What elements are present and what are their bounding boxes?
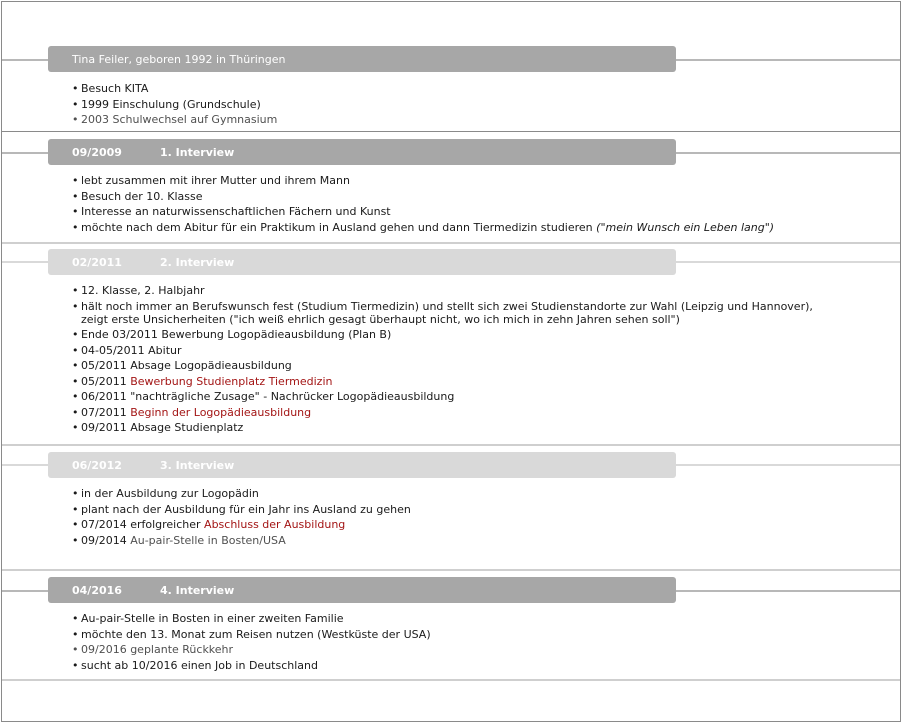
- section-divider: [2, 131, 900, 132]
- list-item: • Interesse an naturwissenschaftlichen Fächern und Kunst: [72, 205, 832, 218]
- list-item: • lebt zusammen mit ihrer Mutter und ihrem Mann: [72, 174, 832, 187]
- section-divider: [2, 679, 900, 681]
- interview3-header-bar: [48, 452, 676, 478]
- interview3-list: [72, 487, 832, 549]
- list-item-highlight: Beginn der Logopädieausbildung: [130, 405, 312, 419]
- timeline-line: [676, 261, 900, 263]
- list-item: • 05/2011 Absage Logopädieausbildung: [72, 359, 832, 372]
- intro-header-bar: [48, 46, 676, 72]
- list-item: • 12. Klasse, 2. Halbjahr: [72, 284, 832, 297]
- interview2-date: 02/2011: [72, 256, 122, 269]
- list-item: [72, 221, 832, 234]
- timeline-line: [676, 464, 900, 466]
- interview4-date: 04/2016: [72, 584, 122, 597]
- list-item-highlight: Bewerbung Studienplatz Tiermedizin: [130, 374, 333, 388]
- interview2-list: [72, 284, 832, 437]
- list-item-date: 07/2011: [81, 405, 127, 419]
- list-item-quote: ("mein Wunsch ein Leben lang"): [596, 220, 775, 234]
- list-item: [72, 534, 832, 547]
- interview1-date: 09/2009: [72, 146, 122, 159]
- list-item: • möchte den 13. Monat zum Reisen nutzen (Westküste der USA): [72, 628, 832, 641]
- list-item: • 09/2011 Absage Studienplatz: [72, 421, 832, 434]
- interview1-header-bar: [48, 139, 676, 165]
- timeline-line: [2, 590, 48, 592]
- interview4-header-bar: [48, 577, 676, 603]
- list-item-date: 09/2014: [81, 533, 127, 547]
- interview2-title: 2. Interview: [160, 256, 235, 269]
- list-item-date: 07/2014 erfolgreicher: [81, 518, 201, 531]
- interview4-title: 4. Interview: [160, 584, 235, 597]
- list-item: • hält noch immer an Berufswunsch fest (Studium Tiermedizin) und stellt sich zwei Studienstandorte zur Wahl (Leipzig und Hannover), zeigt erste Unsicherheiten ("ich weiß ehrlich gesagt überhaupt nicht, wo ich mich in zehn Jahren sehen soll"): [72, 300, 832, 326]
- list-item: [72, 375, 832, 388]
- timeline-line: [2, 261, 48, 263]
- timeline-line: [2, 464, 48, 466]
- interview1-list: [72, 174, 832, 236]
- list-item: • sucht ab 10/2016 einen Job in Deutschland: [72, 659, 832, 672]
- timeline-line: [2, 152, 48, 154]
- section-divider: [2, 444, 900, 446]
- list-item-text: Au-pair-Stelle in Bosten/USA: [130, 533, 286, 547]
- list-item: • 2003 Schulwechsel auf Gymnasium: [72, 113, 832, 126]
- timeline-line: [2, 59, 48, 61]
- timeline-line: [676, 59, 900, 61]
- list-item: • 04-05/2011 Abitur: [72, 344, 832, 357]
- list-item: • plant nach der Ausbildung für ein Jahr ins Ausland zu gehen: [72, 503, 832, 516]
- intro-list: [72, 82, 832, 129]
- timeline-line: [676, 590, 900, 592]
- list-item-date: 05/2011: [81, 374, 127, 388]
- interview2-header-bar: [48, 249, 676, 275]
- list-item: [72, 518, 832, 531]
- list-item-highlight: Abschluss der Ausbildung: [204, 518, 346, 531]
- list-item: • in der Ausbildung zur Logopädin: [72, 487, 832, 500]
- list-item: • 06/2011 "nachträgliche Zusage" - Nachrücker Logopädieausbildung: [72, 390, 832, 403]
- list-item: • Ende 03/2011 Bewerbung Logopädieausbildung (Plan B): [72, 328, 832, 341]
- list-item: • 1999 Einschulung (Grundschule): [72, 98, 832, 111]
- interview3-date: 06/2012: [72, 459, 122, 472]
- interview1-title: 1. Interview: [160, 146, 235, 159]
- section-divider: [2, 242, 900, 244]
- list-item: • Besuch KITA: [72, 82, 832, 95]
- interview3-title: 3. Interview: [160, 459, 235, 472]
- intro-title: Tina Feiler, geboren 1992 in Thüringen: [72, 53, 286, 66]
- timeline-line: [676, 152, 900, 154]
- list-item: • 09/2016 geplante Rückkehr: [72, 643, 832, 656]
- section-divider: [2, 569, 900, 571]
- list-item: • Besuch der 10. Klasse: [72, 190, 832, 203]
- list-item: [72, 406, 832, 419]
- list-item: • Au-pair-Stelle in Bosten in einer zweiten Familie: [72, 612, 832, 625]
- interview4-list: [72, 612, 832, 674]
- list-item-text: möchte nach dem Abitur für ein Praktikum in Ausland gehen und dann Tiermedizin studieren: [81, 220, 593, 234]
